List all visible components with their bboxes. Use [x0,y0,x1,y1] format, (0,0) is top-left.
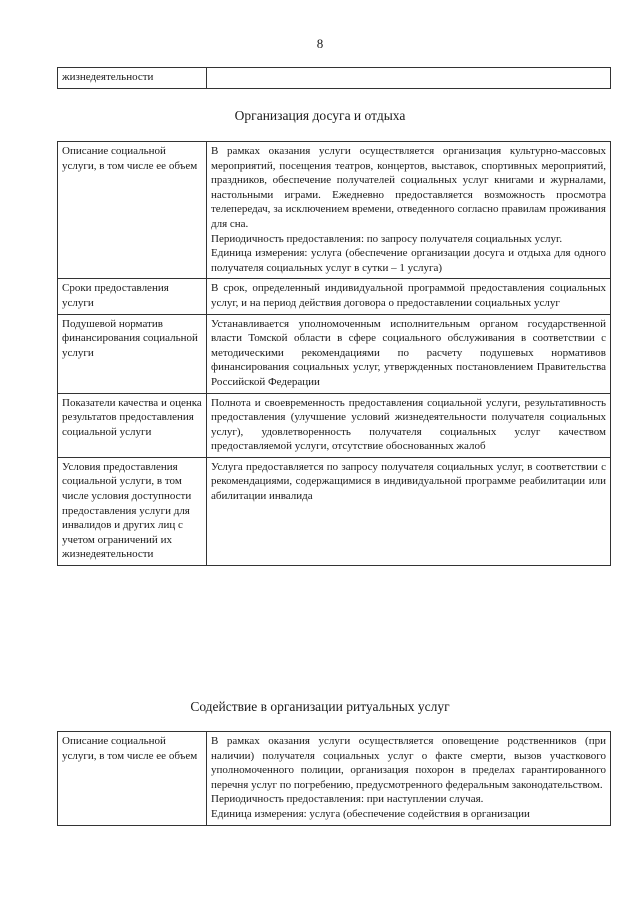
row-content [207,142,611,279]
content-paragraph: Единица измерения: услуга (обеспечение содействия в организации [211,807,530,820]
row-label: Подушевой норматив финансирования социальной услуги [58,314,207,393]
content-paragraph: В рамках оказания услуги осуществляется оповещение родственников (при наличии) получателя социальных услуг о факте смерти, вызов участкового уполномоченного полиции, организация похорон в пределах гарантированного перечня услуг по погребению, предусмотренного федеральным законодательством. [211,735,606,791]
content-paragraph: Периодичность предоставления: по запросу получателя социальных услуг. [211,232,563,245]
continuation-table [57,67,611,89]
ritual-services-table [57,731,611,826]
table-row [58,732,611,826]
content-paragraph: Периодичность предоставления: при наступлении случая. [211,793,484,806]
table-row [58,457,611,565]
table-row [58,68,611,89]
page-number: 8 [316,36,324,51]
row-content [207,393,611,457]
section-title-ritual: Содействие в организации ритуальных услуг [190,699,450,714]
content-paragraph: Единица измерения: услуга (обеспечение организации досуга и отдыха для одного получателя социальных услуг в сутки – 1 услуга) [211,247,606,274]
leisure-services-table [57,141,611,566]
row-label: Описание социальной услуги, в том числе ее объем [58,142,207,279]
table-row [58,142,611,279]
row-content [207,457,611,565]
row-label: Сроки предоставления услуги [58,279,207,314]
row-label: Условия предоставления социальной услуги, в том числе условия доступности предоставления услуги для инвалидов и других лиц с учетом ограничений их жизнедеятельности [58,457,207,565]
table-row [58,393,611,457]
content-paragraph: Полнота и своевременность предоставления социальной услуги, результативность предоставления (улучшение условий жизнедеятельности получателя социальных услуг), удовлетворенность получателя социальных услуг качеством предоставляемой услуги, отсутствие обоснованных жалоб [211,396,606,453]
table-row [58,279,611,314]
row-content [207,732,611,826]
section-title-leisure: Организация досуга и отдыха [234,108,406,123]
content-paragraph: Устанавливается уполномоченным исполнительным органом государственной власти Томской области в сфере социального обслуживания в соответствии с методическими рекомендациями по расчету подушевых нормативов финансирования социальных услуг, утвержденных постановлением Правительства Российской Федерации [211,317,606,388]
content-paragraph: Услуга предоставляется по запросу получателя социальных услуг, в соответствии с рекомендациями, содержащимися в индивидуальной программе реабилитации или абилитации инвалида [211,460,606,503]
content-paragraph: В срок, определенный индивидуальной программой предоставления социальных услуг, и на период действия договора о предоставлении социальных услуг [211,282,606,309]
row-label: Показатели качества и оценка результатов предоставления социальной услуги [58,393,207,457]
row-label: жизнедеятельности [58,68,207,89]
content-paragraph: В рамках оказания услуги осуществляется организация культурно-массовых мероприятий, посещения театров, концертов, выставок, спортивных мероприятий, праздников, обеспечение получателей социальных услуг книгами и журналами, настольными играми. Ежедневно предоставляется возможность просмотра телепередач, за исключением времени, отведенного согласно правилам проживания для сна. [211,145,606,230]
row-content [207,279,611,314]
table-row [58,314,611,393]
row-label: Описание социальной услуги, в том числе ее объем [58,732,207,826]
row-content [207,68,611,89]
row-content [207,314,611,393]
